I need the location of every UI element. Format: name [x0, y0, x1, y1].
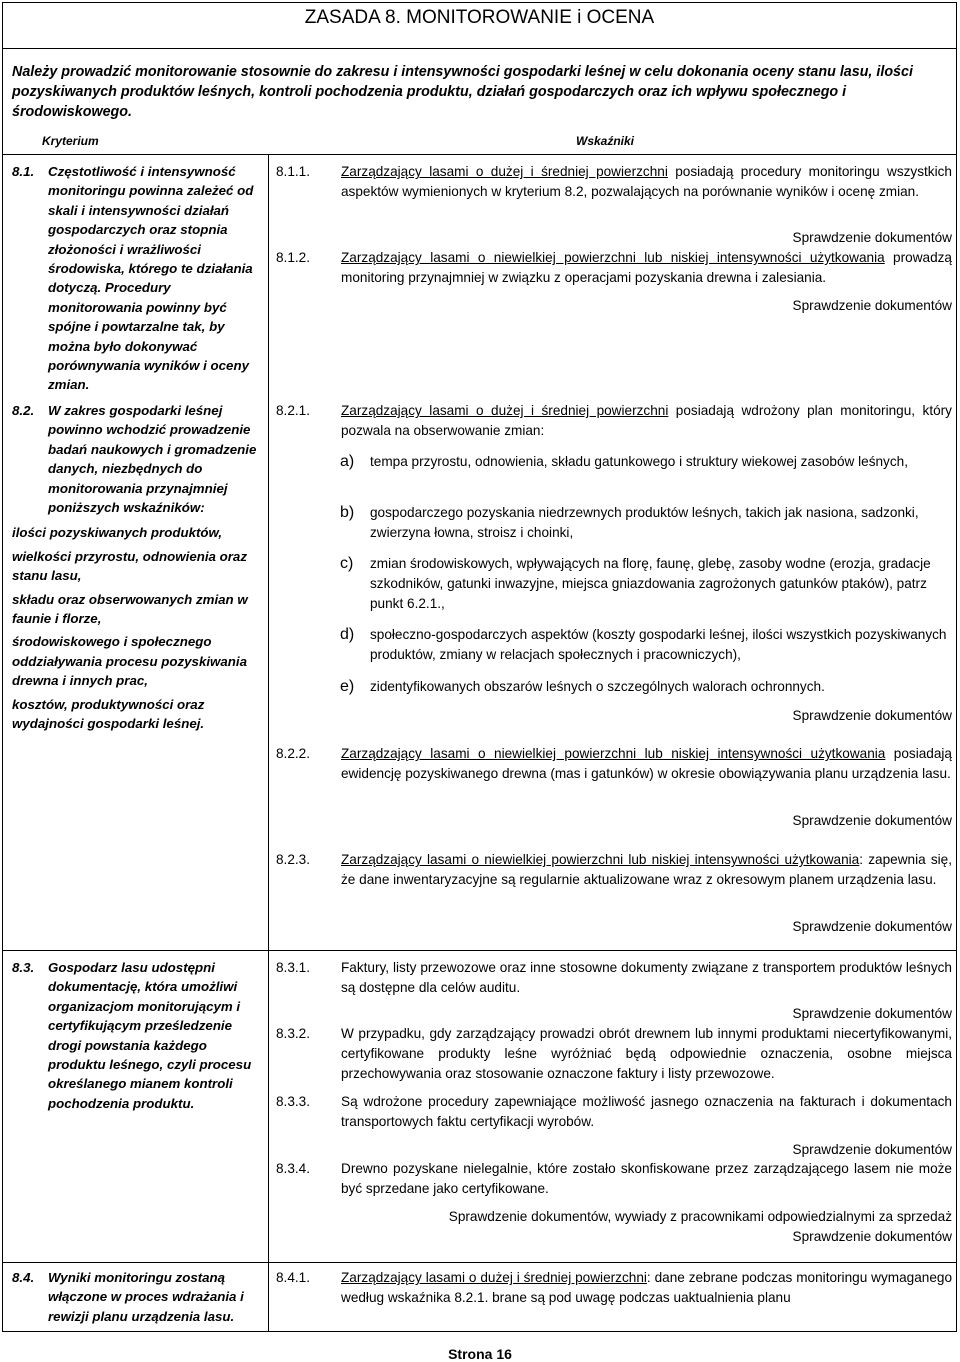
header-indicators: Wskaźniki [576, 134, 635, 148]
monitoring-list-item-e: e) zidentyfikowanych obszarów leśnych o szczególnych walorach ochronnych. [340, 678, 825, 695]
indicator-8-2-2 [276, 744, 952, 784]
indicator-number: 8.1.2. [276, 250, 311, 265]
indicator-subject: Zarządzający lasami o niewielkiej powierzchni lub niskiej intensywności użytkowania [341, 852, 860, 867]
criterion-number: 8.3. [12, 960, 35, 975]
principle-intro: Należy prowadzić monitorowanie stosownie do zakresu i intensywności gospodarki leśnej w celu dokonania oceny stanu lasu, ilości pozyskiwanych produktów leśnych, kontroli pochodzenia produktu, działań gospodarczych oraz ich wpływu społecznego i środowiskowego. [12, 64, 913, 120]
indicator-text: W przypadku, gdy zarządzający prowadzi obrót drewnem lub innymi produktami niecertyfikowanymi, certyfikowane produkty leśne wyróżniać będą odpowiednie oznaczenia, osobne miejsca przechowywania oraz stosowanie oznaczone faktury i listy przewozowe. [341, 1026, 952, 1081]
verification-method: Sprawdzenie dokumentów [792, 230, 952, 245]
indicator-text: Drewno pozyskane nielegalnie, które zostało skonfiskowane przez zarządzającego lasem nie może być sprzedane jako certyfikowane. [341, 1161, 952, 1196]
row-divider [2, 950, 957, 951]
criterion-8-1 [12, 162, 262, 395]
indicator-text: : dane zebrane podczas monitoringu wymaganego według wskaźnika 8.2.1. brane są pod uwagę podczas uaktualnienia planu [341, 1270, 952, 1305]
indicator-number: 8.3.2. [276, 1026, 311, 1041]
criterion-text: Wyniki monitoringu zostaną włączone w proces wdrażania i rewizji planu urządzenia lasu. [48, 1270, 244, 1324]
indicator-number: 8.1.1. [276, 164, 311, 179]
monitoring-list-item-a: a) tempa przyrostu, odnowienia, składu gatunkowego i struktury wiekowej zasobów leśnych, [340, 453, 908, 470]
monitoring-list-item-b: b) gospodarczego pozyskania niedrzewnych produktów leśnych, takich jak nasiona, sadzonki, zwierzyna łowna, stroisz i choinki, [340, 504, 919, 540]
indicator-8-3-2 [276, 1024, 952, 1084]
indicator-text: posiadają wdrożony plan monitoringu, który pozwala na obserwowanie zmian: [341, 403, 952, 438]
monitoring-list-item-c: c) zmian środowiskowych, wpływających na florę, faunę, glebę, zasoby wodne (erozja, gradacje szkodników, gatunki inwazyjne, miejsca gniazdowania zagrożonych gatunków ptaków), patrz punkt 6.2.1., [340, 555, 931, 611]
indicator-8-3-3 [276, 1092, 952, 1132]
indicator-8-3-1 [276, 958, 952, 998]
indicator-8-4-1 [276, 1268, 952, 1308]
header-criterion: Kryterium [42, 134, 99, 148]
page-number: Strona 16 [448, 1346, 512, 1362]
indicator-number: 8.4.1. [276, 1270, 311, 1285]
indicator-8-2-1 [276, 401, 952, 441]
row-divider [2, 1262, 957, 1263]
indicator-subject: Zarządzający lasami o dużej i średniej powierzchni [341, 164, 668, 179]
indicator-number: 8.2.3. [276, 852, 311, 867]
verification-method: Sprawdzenie dokumentów [792, 1142, 952, 1157]
indicator-subject: Zarządzający lasami o niewielkiej powierzchni lub niskiej intensywności użytkowania [341, 250, 885, 265]
indicator-number: 8.3.1. [276, 960, 311, 975]
criterion-item: wielkości przyrostu, odnowienia oraz stanu lasu, [12, 548, 247, 584]
indicator-8-2-3 [276, 850, 952, 890]
indicator-text: Faktury, listy przewozowe oraz inne stosowne dokumenty związane z transportem produktów leśnych są dostępne dla celów auditu. [341, 960, 952, 995]
criterion-8-3 [12, 958, 262, 1113]
indicator-number: 8.3.4. [276, 1161, 311, 1176]
criterion-item: środowiskowego i społecznego oddziaływania procesu pozyskiwania drewna i innych prac, [12, 634, 247, 689]
criterion-item: kosztów, produktywności oraz wydajności gospodarki leśnej. [12, 696, 205, 732]
indicator-subject: Zarządzający lasami o dużej i średniej powierzchni [341, 403, 669, 418]
criterion-8-4 [12, 1268, 262, 1326]
indicator-8-1-1 [276, 162, 952, 202]
indicator-text: posiadają procedury monitoringu wszystkich aspektów wymienionych w kryterium 8.2, pozwalających na porównanie wyników i ocenę zmian. [341, 164, 952, 199]
criterion-number: 8.2. [12, 403, 35, 418]
indicator-8-1-2 [276, 248, 952, 288]
verification-method-interviews: Sprawdzenie dokumentów, wywiady z pracownikami odpowiedzialnymi za sprzedaż [448, 1209, 952, 1224]
verification-method: Sprawdzenie dokumentów [792, 919, 952, 934]
criterion-text: Częstotliwość i intensywność monitoringu powinna zależeć od skali i intensywności działań gospodarczych oraz stopnia złożoności i wrażliwości środowiska, którego te działania dotyczą. Procedury monitorowania powinny być spójne i powtarzalne tak, by można było dokonywać porównywania wyników i oceny zmian. [48, 164, 254, 393]
criterion-item: ilości pozyskiwanych produktów, [12, 525, 223, 541]
verification-method: Sprawdzenie dokumentów [792, 1229, 952, 1244]
column-divider [268, 154, 269, 1332]
indicator-text: prowadzą monitoring przynajmniej w związku z operacjami pozyskania drewna i zalesiania. [341, 250, 952, 285]
criterion-text: W zakres gospodarki leśnej powinno wchodzić prowadzenie badań naukowych i gromadzenie danych, niezbędnych do monitorowania przynajmniej poniższych wskaźników: [48, 403, 257, 516]
monitoring-list-item-d: d) społeczno-gospodarczych aspektów (koszty gospodarki leśnej, ilości wszystkich pozyskiwanych produktów, zmiany w relacjach społecznych i pracowniczych), [340, 626, 947, 662]
indicator-text: : zapewnia się, że dane inwentaryzacyjne są regularnie aktualizowane wraz z okresowym planem urządzenia lasu. [341, 852, 952, 887]
criterion-text: Gospodarz lasu udostępni dokumentację, która umożliwi organizacjom monitorującym i certyfikującym prześledzenie drogi powstania każdego produktu leśnego, czyli procesu określanego mianem kontroli pochodzenia produktu. [48, 960, 252, 1111]
indicator-number: 8.2.1. [276, 403, 311, 418]
indicator-subject: Zarządzający lasami o niewielkiej powierzchni lub niskiej intensywności użytkowania [341, 746, 886, 761]
criterion-number: 8.1. [12, 164, 35, 179]
verification-method: Sprawdzenie dokumentów [792, 813, 952, 828]
indicator-8-3-4 [276, 1159, 952, 1199]
indicator-number: 8.3.3. [276, 1094, 311, 1109]
indicator-subject: Zarządzający lasami o dużej i średniej powierzchni [341, 1270, 647, 1285]
criterion-number: 8.4. [12, 1270, 35, 1285]
indicator-text: posiadają ewidencję pozyskiwanego drewna (mas i gatunków) w okresie obowiązywania planu urządzenia lasu. [341, 746, 952, 781]
header-divider [2, 154, 957, 155]
verification-method: Sprawdzenie dokumentów [792, 1006, 952, 1021]
criterion-8-2 [12, 401, 262, 734]
criterion-item: składu oraz obserwowanych zmian w faunie i florze, [12, 591, 248, 627]
page-title: ZASADA 8. MONITOROWANIE i OCENA [2, 2, 957, 49]
indicator-text: Są wdrożone procedury zapewniające możliwość jasnego oznaczenia na fakturach i dokumentach transportowych faktu certyfikacji wyrobów. [341, 1094, 952, 1129]
verification-method: Sprawdzenie dokumentów [792, 298, 952, 313]
indicator-number: 8.2.2. [276, 746, 311, 761]
verification-method: Sprawdzenie dokumentów [792, 708, 952, 723]
